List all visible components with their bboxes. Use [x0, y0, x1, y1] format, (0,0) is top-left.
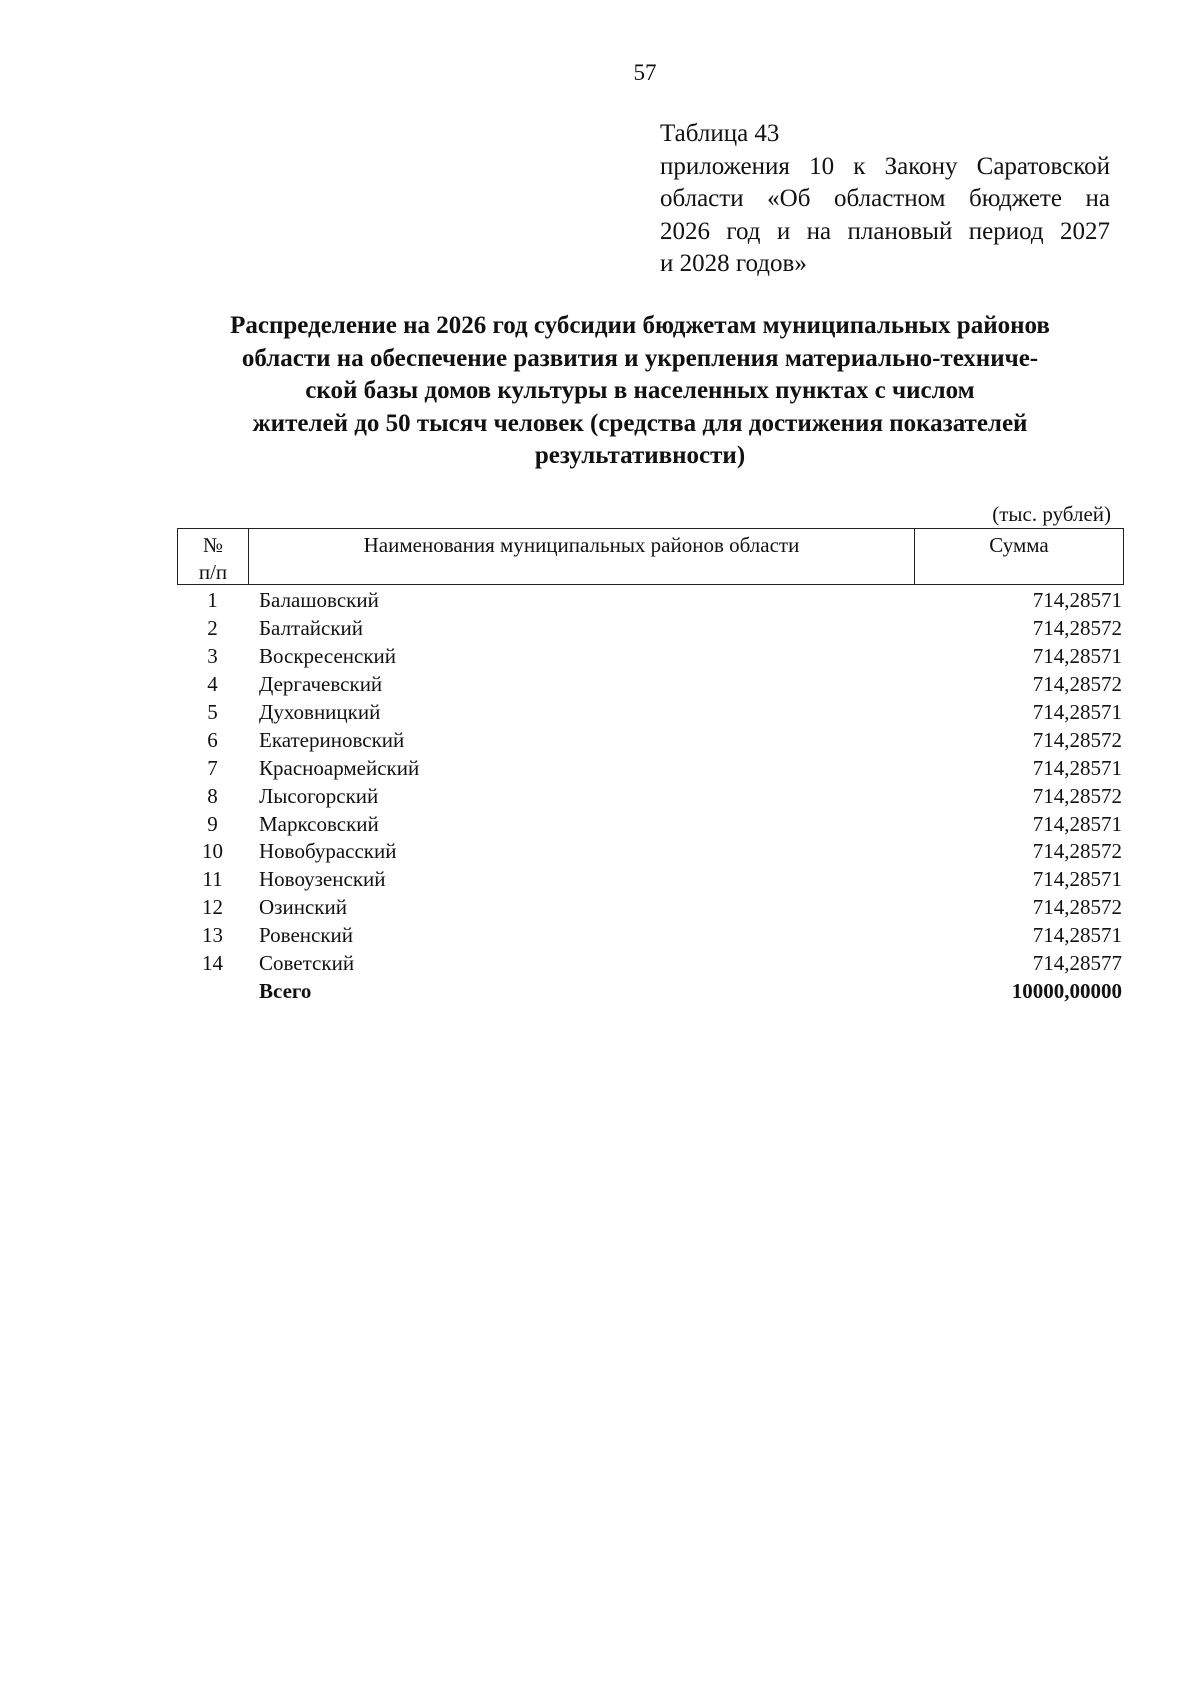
row-number: 5 — [207, 700, 218, 724]
row-sum: 714,28572 — [1032, 839, 1122, 864]
title-line: результативности) — [534, 442, 746, 469]
row-district-name: Новоузенский — [259, 867, 386, 892]
row-number: 7 — [207, 755, 218, 780]
row-number: 4 — [207, 672, 218, 697]
row-district-name: Марксовский — [259, 811, 379, 836]
row-district-name: Лысогорский — [259, 783, 379, 808]
annex-line: области «Об областном бюджете на — [660, 185, 1110, 212]
row-sum: 714,28571 — [1032, 755, 1122, 780]
table-body — [177, 587, 1124, 1005]
row-sum: 714,28572 — [1032, 727, 1122, 752]
row-sum: 714,28571 — [1032, 867, 1122, 892]
row-district-name: Ровенский — [259, 923, 354, 948]
row-district-name: Балашовский — [259, 588, 379, 613]
table-row — [177, 810, 1124, 838]
units-note: (тыс. рублей) — [992, 502, 1111, 526]
annex-reference — [660, 118, 1110, 281]
title-line: ской базы домов культуры в населенных пунктах с числом — [305, 377, 975, 404]
table-row — [177, 671, 1124, 699]
row-number: 1 — [207, 588, 218, 613]
title-line: жителей до 50 тысяч человек (средства для достижения показателей — [252, 409, 1028, 437]
header-number — [178, 529, 249, 584]
header-number-line: п/п — [198, 560, 228, 584]
page-number: 57 — [633, 60, 657, 85]
row-district-name: Балтайский — [259, 616, 364, 641]
header-number-line: № — [202, 533, 224, 557]
title-line: Распределение на 2026 год субсидии бюджетам муниципальных районов — [230, 312, 1050, 339]
table-row — [177, 643, 1124, 671]
total-sum: 10000,00000 — [1011, 978, 1122, 1003]
table-row — [177, 922, 1124, 950]
table-row — [177, 838, 1124, 866]
title-line: области на обеспечение развития и укрепления материально-техниче- — [241, 344, 1039, 372]
table-row — [177, 866, 1124, 894]
row-sum: 714,28572 — [1032, 672, 1122, 697]
distribution-table — [177, 528, 1124, 1005]
row-district-name: Озинский — [259, 895, 347, 920]
table-row — [177, 754, 1124, 782]
header-district-name: Наименования муниципальных районов области — [249, 529, 915, 584]
row-district-name: Новобурасский — [259, 839, 397, 864]
row-sum: 714,28572 — [1032, 616, 1122, 641]
header-sum: Сумма — [989, 533, 1049, 557]
table-header — [177, 528, 1124, 585]
row-number: 11 — [202, 867, 223, 892]
table-row — [177, 699, 1124, 727]
row-number: 9 — [207, 811, 218, 836]
row-number: 13 — [202, 923, 223, 948]
row-number: 14 — [202, 951, 223, 976]
row-number: 6 — [207, 727, 218, 752]
annex-line: 2026 год и на плановый период 2027 — [660, 217, 1110, 245]
row-sum: 714,28572 — [1032, 895, 1122, 920]
row-district-name: Духовницкий — [259, 700, 381, 724]
annex-line: Таблица 43 — [660, 120, 780, 147]
table-row — [177, 894, 1124, 922]
row-number: 8 — [207, 783, 218, 808]
row-sum: 714,28577 — [1032, 951, 1122, 976]
row-number: 3 — [207, 644, 218, 669]
row-sum: 714,28571 — [1032, 923, 1122, 948]
total-row — [177, 977, 1124, 1005]
row-sum: 714,28571 — [1032, 700, 1122, 724]
annex-line: и 2028 годов» — [660, 250, 807, 277]
row-district-name: Екатериновский — [259, 727, 405, 752]
row-district-name: Дергачевский — [259, 672, 383, 697]
row-number: 2 — [207, 616, 218, 641]
table-row — [177, 726, 1124, 754]
row-district-name: Советский — [259, 951, 355, 976]
document-title — [160, 310, 1120, 473]
annex-line: приложения 10 к Закону Саратовской — [660, 152, 1110, 180]
row-number: 12 — [202, 895, 223, 920]
table-row — [177, 782, 1124, 810]
row-district-name: Красноармейский — [259, 755, 420, 780]
row-number: 10 — [202, 839, 223, 864]
row-sum: 714,28572 — [1032, 783, 1122, 808]
table-row — [177, 950, 1124, 978]
row-sum: 714,28571 — [1032, 644, 1122, 669]
row-sum: 714,28571 — [1032, 811, 1122, 836]
row-sum: 714,28571 — [1032, 588, 1122, 613]
total-label: Всего — [259, 978, 312, 1003]
row-district-name: Воскресенский — [259, 644, 397, 669]
table-row — [177, 615, 1124, 643]
table-row — [177, 587, 1124, 615]
